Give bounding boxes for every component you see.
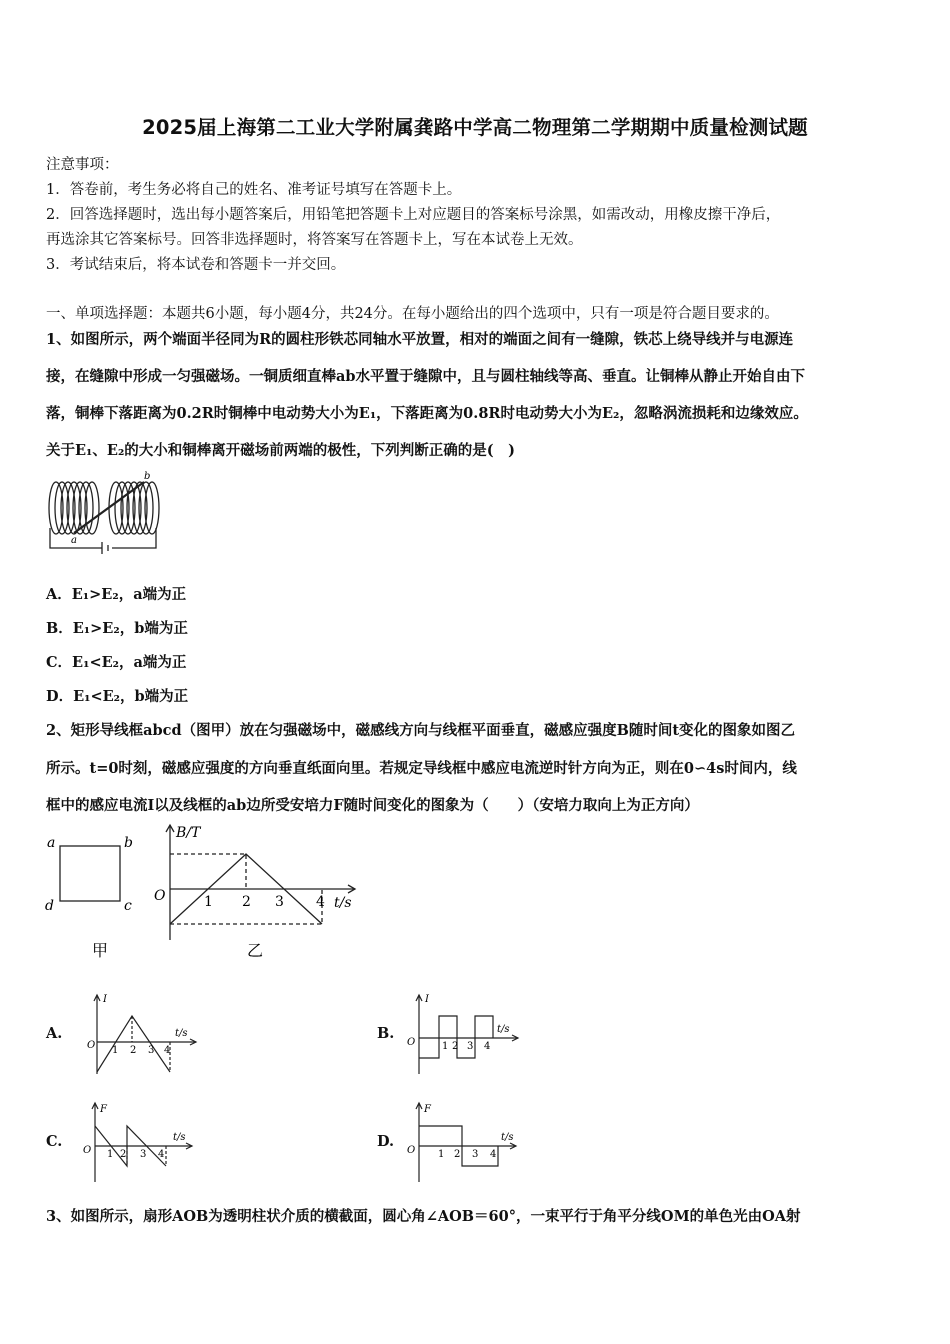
rod-end-b-label: b xyxy=(144,471,151,482)
opt-b-tick: 3 xyxy=(467,1041,474,1052)
q2-option-a-letter[interactable]: A. xyxy=(46,1025,63,1042)
opt-b-xlabel: t/s xyxy=(497,1024,510,1035)
q2-text: 框中的感应电流I以及线框的ab边所受安培力F随时间变化的图象为（ ）（安培力取向上为正方向） xyxy=(46,797,699,814)
q1-text: 接，在缝隙中形成一匀强磁场。一铜质细直棒ab水平置于缝隙中，且与圆柱轴线等高、垂直。让铜棒从静止开始自由下 xyxy=(46,368,806,385)
opt-d-xlabel: t/s xyxy=(501,1132,514,1143)
opt-b-tick: 2 xyxy=(452,1041,459,1052)
opt-a-tick: 2 xyxy=(130,1045,137,1056)
bt-origin: O xyxy=(154,888,166,904)
opt-d-tick: 2 xyxy=(454,1149,461,1160)
q2-option-b-graph[interactable] xyxy=(404,990,524,1076)
q2-text: 2、矩形导线框abcd（图甲）放在匀强磁场中，磁感线方向与线框平面垂直，磁感应强度B随时间t变化的图象如图乙 xyxy=(46,722,796,739)
opt-b-tick: 4 xyxy=(484,1041,491,1052)
q2-option-a-graph[interactable] xyxy=(82,990,202,1076)
frame-corner-b: b xyxy=(124,835,133,851)
opt-d-ylabel: F xyxy=(424,1104,431,1115)
bt-tick: 1 xyxy=(204,894,213,910)
opt-c-tick: 2 xyxy=(120,1149,127,1160)
q3-text: 3、如图所示，扇形AOB为透明柱状介质的横截面，圆心角∠AOB＝60°，一束平行于角平分线OM的单色光由OA射 xyxy=(46,1208,801,1225)
opt-c-tick: 1 xyxy=(107,1149,114,1160)
opt-c-xlabel: t/s xyxy=(173,1132,186,1143)
q1-option-a[interactable]: A．E₁>E₂，a端为正 xyxy=(46,586,187,603)
section-heading: 一、单项选择题：本题共6小题，每小题4分，共24分。在每小题给出的四个选项中，只有一项是符合题目要求的。 xyxy=(46,306,779,322)
bt-ylabel: B/T xyxy=(176,825,201,841)
bt-tick: 2 xyxy=(242,894,251,910)
q1-text: 落，铜棒下落距离为0.2R时铜棒中电动势大小为E₁，下落距离为0.8R时电动势大小为E₂，忽略涡流损耗和边缘效应。 xyxy=(46,405,808,422)
opt-a-tick: 3 xyxy=(148,1045,155,1056)
frame-corner-d: d xyxy=(45,898,54,914)
notice-item: 2．回答选择题时，选出每小题答案后，用铅笔把答题卡上对应题目的答案标号涂黑，如需改动，用橡皮擦干净后， xyxy=(46,207,781,223)
notice-item: 3．考试结束后，将本试卷和答题卡一并交回。 xyxy=(46,257,346,273)
bt-tick: 4 xyxy=(316,894,325,910)
opt-d-tick: 1 xyxy=(438,1149,445,1160)
opt-a-tick: 1 xyxy=(112,1045,119,1056)
q2-option-d-graph[interactable] xyxy=(404,1098,524,1184)
opt-d-origin: O xyxy=(407,1145,416,1156)
notice-item: 1．答卷前，考生务必将自己的姓名、准考证号填写在答题卡上。 xyxy=(46,182,462,198)
opt-d-tick: 4 xyxy=(490,1149,497,1160)
q1-option-b[interactable]: B．E₁>E₂，b端为正 xyxy=(46,620,188,637)
q2-option-b-letter[interactable]: B. xyxy=(377,1025,395,1042)
q2-bt-graph xyxy=(150,820,370,960)
q1-text: 1、如图所示，两个端面半径同为R的圆柱形铁芯同轴水平放置，相对的端面之间有一缝隙，铁芯上绕导线并与电源连 xyxy=(46,331,794,348)
opt-a-ylabel: I xyxy=(103,994,107,1005)
bt-tick: 3 xyxy=(275,894,284,910)
opt-c-tick: 4 xyxy=(158,1149,165,1160)
q2-frame-figure xyxy=(40,828,140,958)
q1-coil-figure xyxy=(44,468,168,554)
frame-caption: 甲 xyxy=(92,941,109,958)
bt-caption: 乙 xyxy=(247,941,264,960)
q2-text: 所示。t=0时刻，磁感应强度的方向垂直纸面向里。若规定导线框中感应电流逆时针方向为正，则在0∽4s时间内，线 xyxy=(46,760,797,777)
opt-b-ylabel: I xyxy=(425,994,429,1005)
q2-option-c-graph[interactable] xyxy=(80,1098,200,1184)
opt-d-tick: 3 xyxy=(472,1149,479,1160)
q2-option-d-letter[interactable]: D. xyxy=(377,1133,395,1150)
q1-text: 关于E₁、E₂的大小和铜棒离开磁场前两端的极性，下列判断正确的是( ) xyxy=(46,442,516,459)
opt-a-tick: 4 xyxy=(164,1045,171,1056)
opt-b-origin: O xyxy=(407,1037,416,1048)
q2-option-c-letter[interactable]: C. xyxy=(46,1133,63,1150)
opt-c-tick: 3 xyxy=(140,1149,147,1160)
frame-corner-a: a xyxy=(47,835,56,851)
notice-item: 再选涂其它答案标号。回答非选择题时，将答案写在答题卡上，写在本试卷上无效。 xyxy=(46,232,583,248)
opt-c-origin: O xyxy=(83,1145,92,1156)
opt-c-ylabel: F xyxy=(100,1104,107,1115)
exam-title: 2025届上海第二工业大学附属龚路中学高二物理第二学期期中质量检测试题 xyxy=(142,116,808,139)
opt-a-origin: O xyxy=(87,1040,96,1051)
opt-b-tick: 1 xyxy=(442,1041,449,1052)
notice-heading: 注意事项： xyxy=(46,157,119,173)
bt-xlabel: t/s xyxy=(334,895,352,911)
rod-end-a-label: a xyxy=(71,535,77,546)
frame-corner-c: c xyxy=(124,898,132,914)
opt-a-xlabel: t/s xyxy=(175,1028,188,1039)
q1-option-d[interactable]: D．E₁<E₂，b端为正 xyxy=(46,688,189,705)
q1-option-c[interactable]: C．E₁<E₂，a端为正 xyxy=(46,654,187,671)
